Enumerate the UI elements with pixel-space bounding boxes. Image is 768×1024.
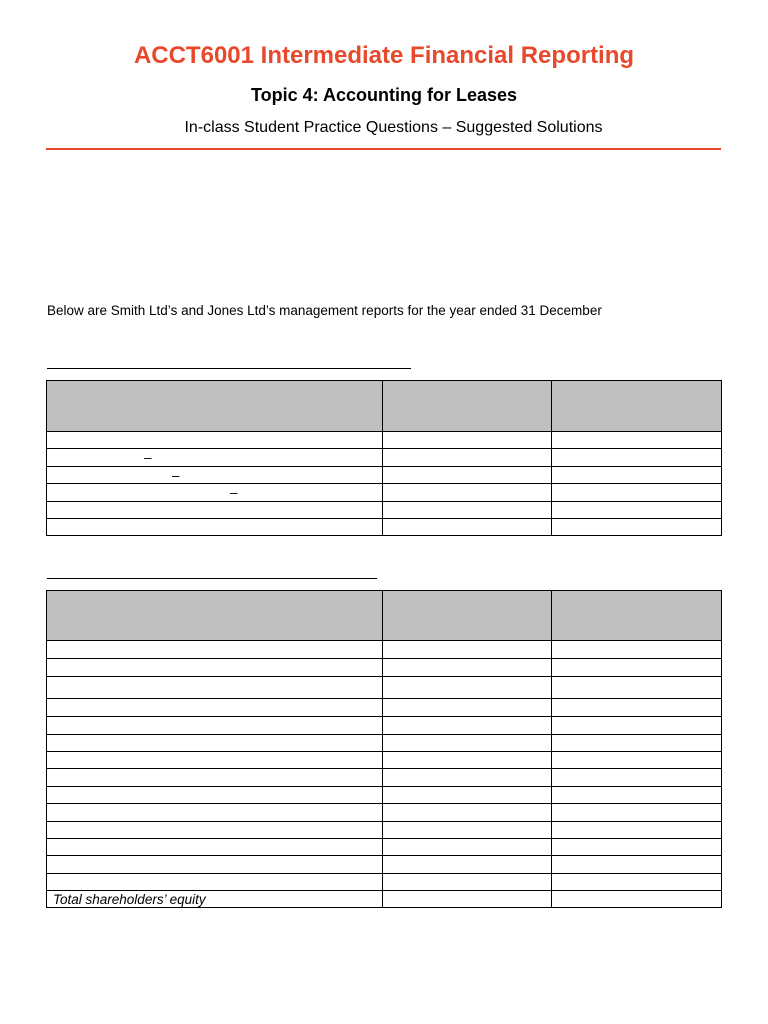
table-cell	[552, 432, 722, 449]
dash-text: –	[230, 485, 238, 500]
table-row	[47, 822, 722, 839]
table-row	[47, 752, 722, 769]
topic-subtitle: Topic 4: Accounting for Leases	[250, 85, 518, 105]
table-row	[47, 699, 722, 717]
table-cell	[552, 769, 722, 787]
table-cell	[383, 677, 552, 699]
table-cell	[383, 787, 552, 804]
table-cell	[552, 787, 722, 804]
table-cell	[383, 804, 552, 822]
table-cell	[47, 787, 383, 804]
document-title: ACCT6001 Intermediate Financial Reporting	[133, 42, 635, 69]
table-cell	[383, 752, 552, 769]
table-header-cell	[47, 381, 383, 432]
table-cell	[552, 874, 722, 891]
table-row	[47, 804, 722, 822]
table-cell	[47, 874, 383, 891]
table-row	[47, 874, 722, 891]
table-cell	[552, 856, 722, 874]
table-row	[47, 467, 722, 484]
section-subtitle: In-class Student Practice Questions – Suggested Solutions	[184, 119, 603, 136]
table-cell	[383, 874, 552, 891]
table-cell	[552, 891, 722, 908]
table-cell	[552, 641, 722, 659]
table-row	[47, 659, 722, 677]
table-cell	[383, 641, 552, 659]
table-row	[47, 856, 722, 874]
table-cell	[552, 502, 722, 519]
table-row	[47, 677, 722, 699]
table-cell	[47, 804, 383, 822]
table-cell	[552, 519, 722, 536]
table-cell	[47, 769, 383, 787]
table-row	[47, 769, 722, 787]
dash-text: –	[172, 467, 180, 483]
table-cell	[47, 699, 383, 717]
table-cell	[383, 717, 552, 735]
table-cell	[47, 752, 383, 769]
table-cell	[47, 677, 383, 699]
table-cell	[383, 856, 552, 874]
table-cell	[47, 735, 383, 752]
table-header-cell	[552, 381, 722, 432]
table-cell	[552, 484, 722, 502]
table2-heading-underline	[47, 578, 377, 579]
table-cell	[552, 717, 722, 735]
table-cell	[552, 735, 722, 752]
table-cell	[383, 769, 552, 787]
table-row	[47, 735, 722, 752]
table-cell	[47, 659, 383, 677]
table-cell	[383, 432, 552, 449]
table-header-cell	[552, 591, 722, 641]
table-header-row	[47, 591, 722, 641]
table-cell	[552, 699, 722, 717]
table-row	[47, 502, 722, 519]
table-header-row	[47, 381, 722, 432]
table-cell	[383, 735, 552, 752]
table-cell	[383, 449, 552, 467]
table-cell	[383, 659, 552, 677]
table-cell	[47, 717, 383, 735]
table-cell	[47, 467, 383, 484]
table-cell	[383, 484, 552, 502]
table-cell	[47, 519, 383, 536]
table-1	[46, 380, 722, 536]
table-cell	[383, 699, 552, 717]
table-cell	[552, 752, 722, 769]
table-row	[47, 519, 722, 536]
table-cell	[47, 432, 383, 449]
table-cell	[383, 467, 552, 484]
table-cell	[47, 641, 383, 659]
table-cell	[383, 502, 552, 519]
table-cell	[552, 449, 722, 467]
table-cell	[383, 519, 552, 536]
table-header-cell	[47, 591, 383, 641]
table-cell	[552, 804, 722, 822]
table-cell	[552, 839, 722, 856]
table-row	[47, 432, 722, 449]
table-cell	[552, 467, 722, 484]
table-row	[47, 891, 722, 908]
table-cell	[552, 659, 722, 677]
table-cell	[383, 839, 552, 856]
intro-paragraph: Below are Smith Ltd’s and Jones Ltd’s management reports for the year ended 31 December	[47, 303, 602, 318]
table-cell	[47, 856, 383, 874]
table-row	[47, 449, 722, 467]
table-header-cell	[383, 591, 552, 641]
table-header-cell	[383, 381, 552, 432]
table-row	[47, 787, 722, 804]
total-equity-label: Total shareholders’ equity	[47, 891, 383, 908]
table-cell	[47, 822, 383, 839]
table-cell	[552, 822, 722, 839]
table-row	[47, 484, 722, 502]
table1-heading-underline	[47, 368, 411, 369]
dash-text: –	[144, 450, 152, 465]
table-row	[47, 839, 722, 856]
table-cell	[47, 502, 383, 519]
header-divider	[46, 148, 721, 150]
table-cell	[383, 822, 552, 839]
table-cell	[47, 449, 383, 467]
table-row	[47, 641, 722, 659]
table-cell	[383, 891, 552, 908]
table-cell	[47, 839, 383, 856]
table-row	[47, 717, 722, 735]
table-2	[46, 590, 722, 908]
table-cell	[47, 484, 383, 502]
table-cell	[552, 677, 722, 699]
